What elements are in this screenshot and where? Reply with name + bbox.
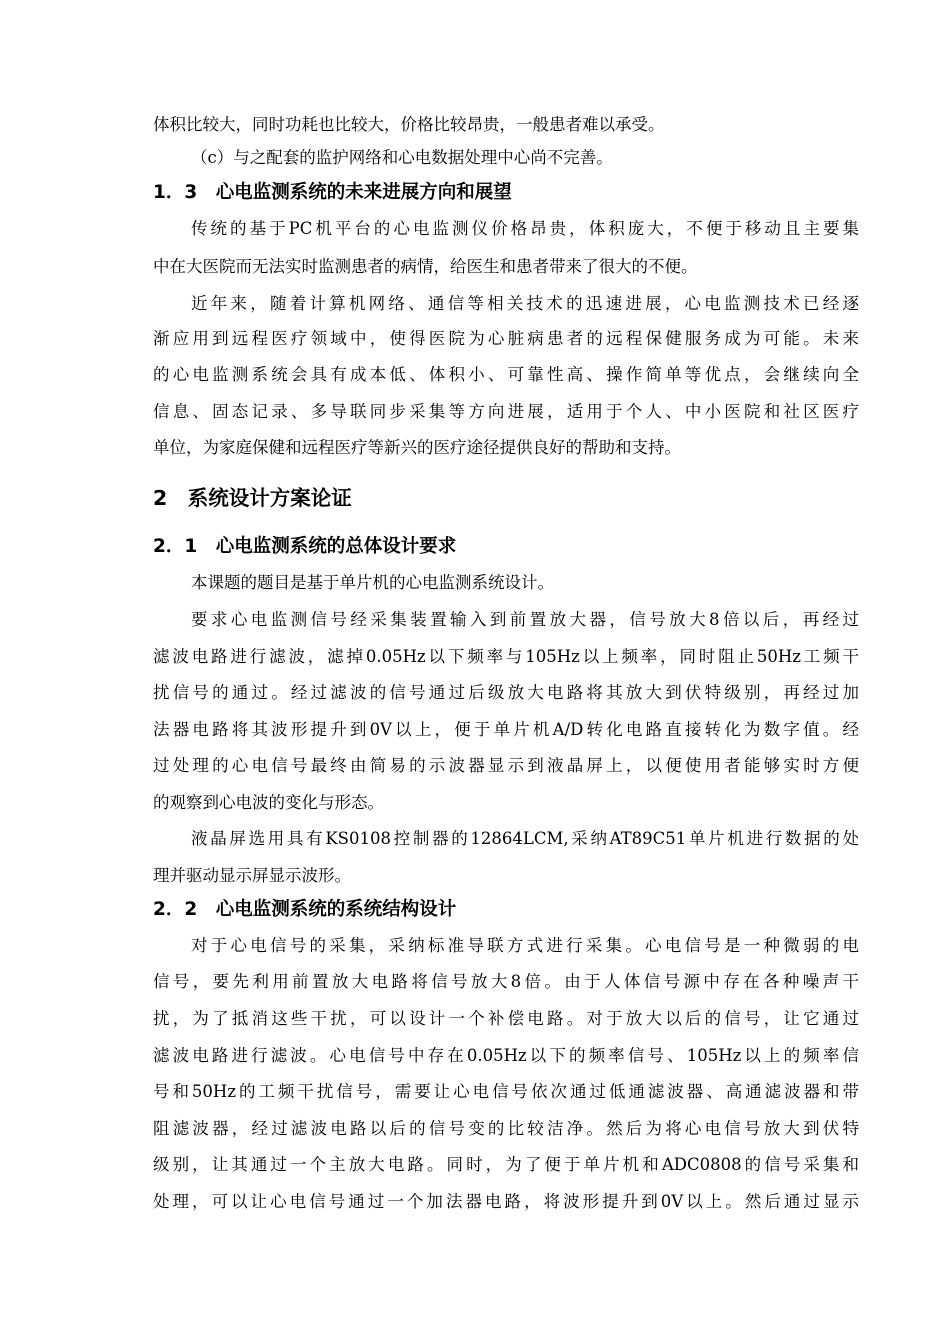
paragraph-line: 的观察到心电波的变化与形态。 [153,793,384,812]
paragraph-line: 信号，要先利用前置放大电路将信号放大8倍。由于人体信号源中存在各种噪声干 [153,972,859,991]
paragraph-line: 滤波电路进行滤波。心电信号中存在0.05Hz以下的频率信号、105Hz以上的频率信 [153,1046,859,1065]
paragraph-line: 传统的基于PC机平台的心电监测仪价格昂贵，体积庞大，不便于移动且主要集 [191,219,859,238]
paragraph-line: 对于心电信号的采集，采纳标准导联方式进行采集。心电信号是一种微弱的电 [191,936,859,955]
paragraph-line: 理并驱动显示屏显示波形。 [153,866,351,885]
paragraph-line: 单位，为家庭保健和远程医疗等新兴的医疗途径提供良好的帮助和支持。 [153,438,681,457]
paragraph-line: 信息、固态记录、多导联同步采集等方向进展，适用于个人、中小医院和社区医疗 [153,402,859,421]
paragraph-line: 滤波电路进行滤波，滤掉0.05Hz以下频率与105Hz以上频率，同时阻止50Hz工频干 [153,647,859,666]
paragraph-line: 的心电监测系统会具有成本低、体积小、可靠性高、操作简单等优点，会继续向全 [153,365,859,384]
paragraph-line: 扰，为了抵消这些干扰，可以设计一个补偿电路。对于放大以后的信号，让它通过 [153,1009,859,1028]
paragraph-line: 法器电路将其波形提升到0V以上，便于单片机A/D转化电路直接转化为数字值。经 [153,720,859,739]
chapter-heading-2: 2 系统设计方案论证 [153,486,352,510]
paragraph-line: 扰信号的通过。经过滤波的信号通过后级放大电路将其放大到伏特级别，再经过加 [153,683,859,702]
paragraph-line: 过处理的心电信号最终由简易的示波器显示到液晶屏上，以便使用者能够实时方便 [153,756,859,775]
section-heading-2-2: 2．2 心电监测系统的系统结构设计 [153,899,457,920]
paragraph-line: 要求心电监测信号经采集装置输入到前置放大器，信号放大8倍以后，再经过 [191,610,859,629]
section-heading-2-1: 2．1 心电监测系统的总体设计要求 [153,536,457,557]
paragraph-line: （c）与之配套的监护网络和心电数据处理中心尚不完善。 [191,148,613,167]
paragraph-line: 中在大医院而无法实时监测患者的病情，给医生和患者带来了很大的不便。 [153,257,698,276]
section-heading-1-3: 1．3 心电监测系统的未来进展方向和展望 [153,182,512,203]
paragraph-line: 体积比较大，同时功耗也比较大，价格比较昂贵，一般患者难以承受。 [153,115,665,134]
paragraph-line: 液晶屏选用具有KS0108控制器的12864LCM,采纳AT89C51单片机进行数据的处 [191,829,859,848]
paragraph-line: 阻滤波器，经过滤波电路以后的信号变的比较洁净。然后为将心电信号放大到伏特 [153,1119,859,1138]
paragraph-line: 近年来，随着计算机网络、通信等相关技术的迅速进展，心电监测技术已经逐 [191,294,859,313]
paragraph-line: 号和50Hz的工频干扰信号，需要让心电信号依次通过低通滤波器、高通滤波器和带 [153,1082,859,1101]
paragraph-line: 渐应用到远程医疗领域中，使得医院为心脏病患者的远程保健服务成为可能。未来 [153,329,859,348]
paragraph-line: 本课题的题目是基于单片机的心电监测系统设计。 [191,573,554,592]
paragraph-line: 处理，可以让心电信号通过一个加法器电路，将波形提升到0V以上。然后通过显示 [153,1192,859,1211]
paragraph-line: 级别，让其通过一个主放大电路。同时，为了便于单片机和ADC0808的信号采集和 [153,1155,859,1174]
